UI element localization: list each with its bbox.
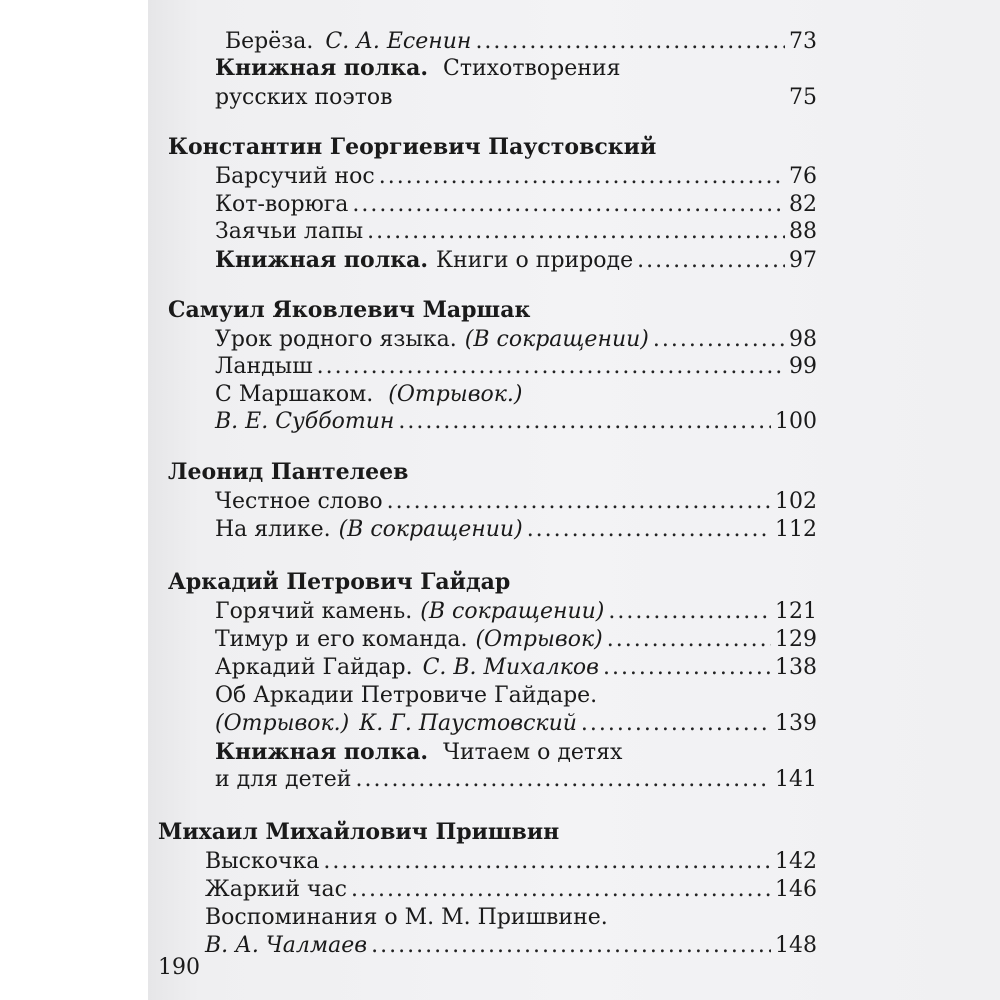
dot-leader bbox=[371, 932, 771, 960]
toc-entry bbox=[215, 218, 817, 246]
entry-page: 100 bbox=[775, 409, 817, 434]
entry-title: Кот-ворюга bbox=[215, 192, 349, 217]
book-shelf-label: Книжная полка. bbox=[215, 55, 429, 81]
entry-text: Книги о природе bbox=[436, 248, 634, 273]
entry-page: 141 bbox=[775, 767, 817, 792]
dot-leader bbox=[581, 710, 771, 738]
toc-entry bbox=[215, 626, 817, 654]
entry-page: 112 bbox=[775, 517, 817, 542]
entry-page: 98 bbox=[789, 327, 817, 352]
toc-entry bbox=[205, 876, 817, 904]
entry-title: Заячьи лапы bbox=[215, 219, 364, 244]
entry-page: 102 bbox=[775, 489, 817, 514]
toc-entry bbox=[215, 326, 817, 354]
dot-leader bbox=[379, 163, 785, 191]
dot-leader bbox=[367, 218, 785, 246]
entry-page: 99 bbox=[789, 354, 817, 379]
toc-entry bbox=[215, 738, 622, 767]
entry-note: (Отрывок.) bbox=[215, 711, 350, 736]
toc-entry bbox=[215, 54, 620, 83]
toc-entry bbox=[215, 408, 817, 436]
entry-page: 139 bbox=[775, 711, 817, 736]
dot-leader bbox=[653, 326, 785, 354]
entry-page: 82 bbox=[789, 192, 817, 217]
dot-leader bbox=[608, 598, 771, 626]
toc-entry bbox=[205, 904, 608, 932]
toc-entry bbox=[215, 516, 817, 544]
entry-page: 148 bbox=[775, 933, 817, 958]
toc-entry bbox=[205, 932, 817, 960]
dot-leader bbox=[607, 626, 771, 654]
toc-entry bbox=[215, 710, 817, 738]
toc-entry bbox=[215, 766, 817, 794]
dot-leader bbox=[475, 28, 785, 56]
entry-text: и для детей bbox=[215, 767, 352, 792]
entry-note: (Отрывок) bbox=[475, 627, 603, 652]
entry-title: Воспоминания о М. М. Пришвине. bbox=[205, 905, 608, 930]
entry-page: 97 bbox=[789, 248, 817, 273]
entry-page: 76 bbox=[789, 164, 817, 189]
entry-title: Честное слово bbox=[215, 489, 383, 514]
author-heading: Константин Георгиевич Паустовский bbox=[168, 134, 657, 160]
entry-page: 146 bbox=[775, 877, 817, 902]
entry-note: (В сокращении) bbox=[464, 327, 649, 352]
entry-note: (Отрывок.) bbox=[388, 382, 523, 407]
dot-leader bbox=[355, 766, 771, 794]
entry-title: Горячий камень. bbox=[215, 599, 413, 624]
entry-page: 75 bbox=[789, 85, 817, 110]
toc-entry bbox=[225, 28, 817, 56]
entry-title: С Маршаком. bbox=[215, 382, 374, 407]
entry-page: 138 bbox=[775, 655, 817, 680]
toc-entry bbox=[215, 353, 817, 381]
entry-title: Жаркий час bbox=[205, 877, 347, 902]
entry-title: Урок родного языка. bbox=[215, 327, 457, 352]
entry-page: 129 bbox=[775, 627, 817, 652]
entry-text: Читаем о детях bbox=[443, 740, 623, 765]
entry-title: Берёза. bbox=[225, 29, 314, 54]
toc-entry bbox=[215, 381, 522, 409]
dot-leader bbox=[637, 247, 785, 275]
toc-entry bbox=[215, 598, 817, 626]
toc-entry bbox=[215, 163, 817, 191]
dot-leader bbox=[387, 488, 771, 516]
dot-leader bbox=[398, 408, 771, 436]
entry-title: Тимур и его команда. bbox=[215, 627, 468, 652]
page-number: 190 bbox=[158, 955, 200, 980]
entry-author: В. Е. Субботин bbox=[215, 409, 395, 434]
dot-leader bbox=[323, 848, 771, 876]
dot-leader bbox=[317, 353, 785, 381]
author-heading: Самуил Яковлевич Маршак bbox=[168, 297, 531, 323]
toc-entry bbox=[205, 848, 817, 876]
entry-author: С. А. Есенин bbox=[325, 29, 472, 54]
toc-entry bbox=[215, 246, 817, 275]
entry-title: Барсучий нос bbox=[215, 164, 375, 189]
author-heading: Михаил Михайлович Пришвин bbox=[158, 819, 560, 845]
entry-text: русских поэтов bbox=[215, 85, 393, 110]
book-page bbox=[148, 0, 1000, 1000]
dot-leader bbox=[603, 654, 771, 682]
entry-note: (В сокращении) bbox=[338, 517, 523, 542]
entry-page: 73 bbox=[789, 29, 817, 54]
entry-title: Выскочка bbox=[205, 849, 320, 874]
entry-author: К. Г. Паустовский bbox=[359, 711, 577, 736]
entry-page: 142 bbox=[775, 849, 817, 874]
entry-title: Об Аркадии Петровиче Гайдаре. bbox=[215, 683, 598, 708]
entry-title: На ялике. bbox=[215, 517, 331, 542]
author-heading: Леонид Пантелеев bbox=[168, 459, 409, 485]
entry-author: В. А. Чалмаев bbox=[205, 933, 368, 958]
entry-text: Стихотворения bbox=[443, 56, 621, 81]
toc-entry bbox=[215, 654, 817, 682]
entry-title: Ландыш bbox=[215, 354, 313, 379]
entry-note: (В сокращении) bbox=[420, 599, 605, 624]
entry-author: С. В. Михалков bbox=[422, 655, 599, 680]
dot-leader bbox=[351, 876, 771, 904]
toc-entry bbox=[215, 682, 597, 710]
toc-entry bbox=[215, 488, 817, 516]
book-shelf-label: Книжная полка. bbox=[215, 247, 429, 273]
author-heading: Аркадий Петрович Гайдар bbox=[168, 569, 511, 595]
entry-page: 88 bbox=[789, 219, 817, 244]
dot-leader bbox=[527, 516, 771, 544]
book-shelf-label: Книжная полка. bbox=[215, 739, 429, 765]
toc-entry bbox=[215, 84, 817, 112]
toc-entry bbox=[215, 191, 817, 219]
dot-leader bbox=[352, 191, 785, 219]
entry-title: Аркадий Гайдар. bbox=[215, 655, 413, 680]
entry-page: 121 bbox=[775, 599, 817, 624]
